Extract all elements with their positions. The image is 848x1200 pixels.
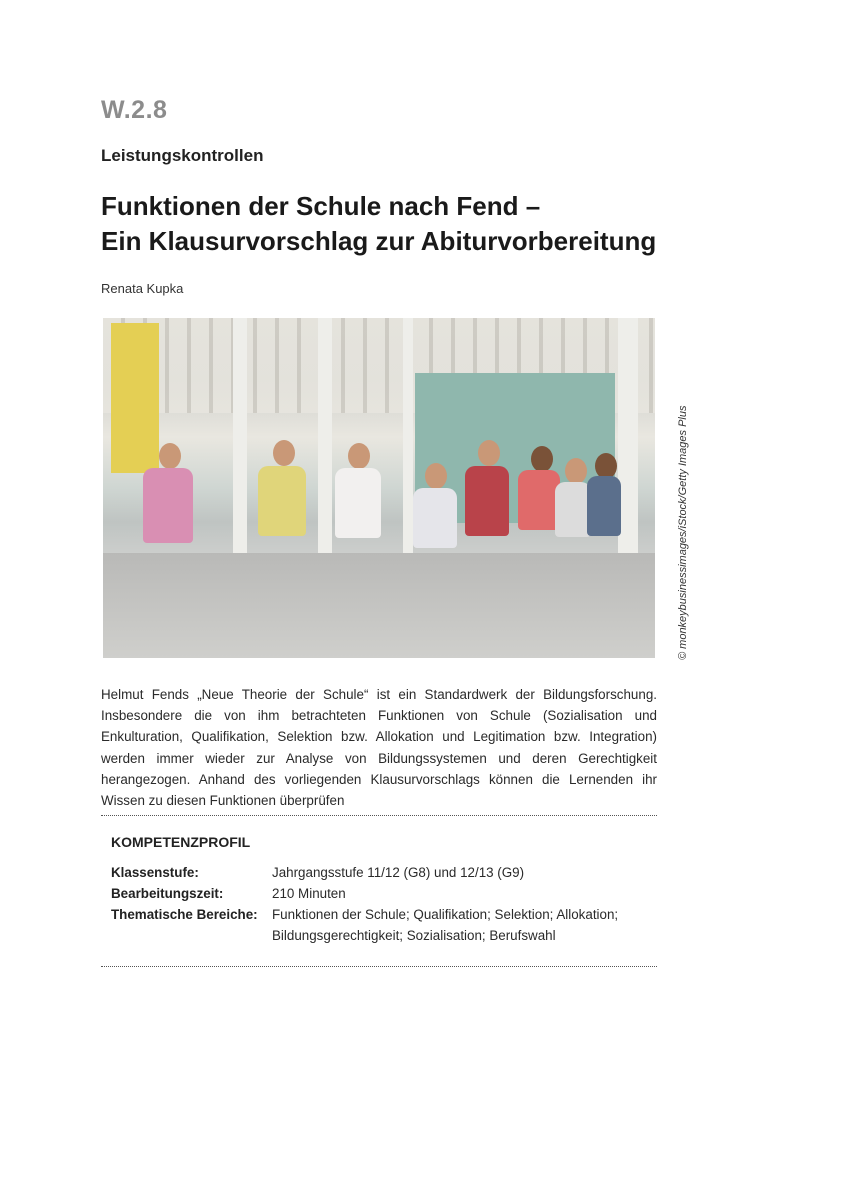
profile-row	[111, 862, 651, 883]
photo-child	[587, 476, 621, 536]
photo-child	[348, 443, 370, 469]
profile-label: Klassenstufe:	[111, 865, 199, 880]
photo-child	[531, 446, 553, 472]
photo-child	[555, 482, 591, 537]
photo-child	[413, 488, 457, 548]
photo-child	[425, 463, 447, 489]
page-title	[101, 189, 656, 259]
photo-children-running-in-school-hallway	[103, 318, 655, 658]
dotted-divider	[101, 966, 657, 967]
profile-value: 210 Minuten	[272, 886, 346, 901]
profile-value: Jahrgangsstufe 11/12 (G8) und 12/13 (G9)	[272, 865, 525, 880]
title-line-2: Ein Klausurvorschlag zur Abiturvorbereitung	[101, 226, 657, 256]
photo-child	[335, 468, 381, 538]
photo-column	[318, 318, 332, 568]
profile-row	[111, 883, 651, 904]
kompetenzprofil-heading: KOMPETENZPROFIL	[111, 834, 251, 850]
profile-label: Bearbeitungszeit:	[111, 886, 224, 901]
dotted-divider	[101, 815, 657, 816]
series-label: Leistungskontrollen	[101, 146, 264, 165]
photo-column	[233, 318, 247, 568]
photo-yellow-wall	[111, 323, 159, 473]
profile-value: Funktionen der Schule; Qualifikation; Selektion; Allokation; Bildungsgerechtigkeit; Sozialisation; Berufswahl	[272, 907, 619, 943]
photo-child	[273, 440, 295, 466]
title-line-1: Funktionen der Schule nach Fend –	[101, 191, 541, 221]
author: Renata Kupka	[101, 281, 184, 296]
profile-row	[111, 904, 651, 946]
photo-child	[465, 466, 509, 536]
profile-label: Thematische Bereiche:	[111, 907, 258, 922]
photo-column	[618, 318, 638, 568]
photo-child	[518, 470, 560, 530]
photo-credit: © monkeybusinessimages/iStock/Getty Images Plus	[677, 405, 689, 660]
photo-child	[258, 466, 306, 536]
photo-child	[478, 440, 500, 466]
chapter-code: W.2.8	[101, 96, 168, 124]
photo-column	[403, 318, 413, 568]
photo-child	[159, 443, 181, 469]
intro-paragraph: Helmut Fends „Neue Theorie der Schule“ ist ein Standardwerk der Bildungsforschung. Insbesondere die von ihm betrachteten Funktionen von Schule (Sozialisation und Enkulturation, Qualifikation, Selektion bzw. Allokation und Legitimation bzw. Integration) werden immer wieder zur Analyse von Bildungssystemen und deren Gerechtigkeit herangezogen. Anhand des vorliegenden Klausurvorschlags können die Lernenden ihr Wissen zu diesen Funktionen überprüfen	[101, 687, 657, 809]
photo-child	[143, 468, 193, 543]
photo-floor	[103, 553, 655, 658]
photo-child	[565, 458, 587, 484]
